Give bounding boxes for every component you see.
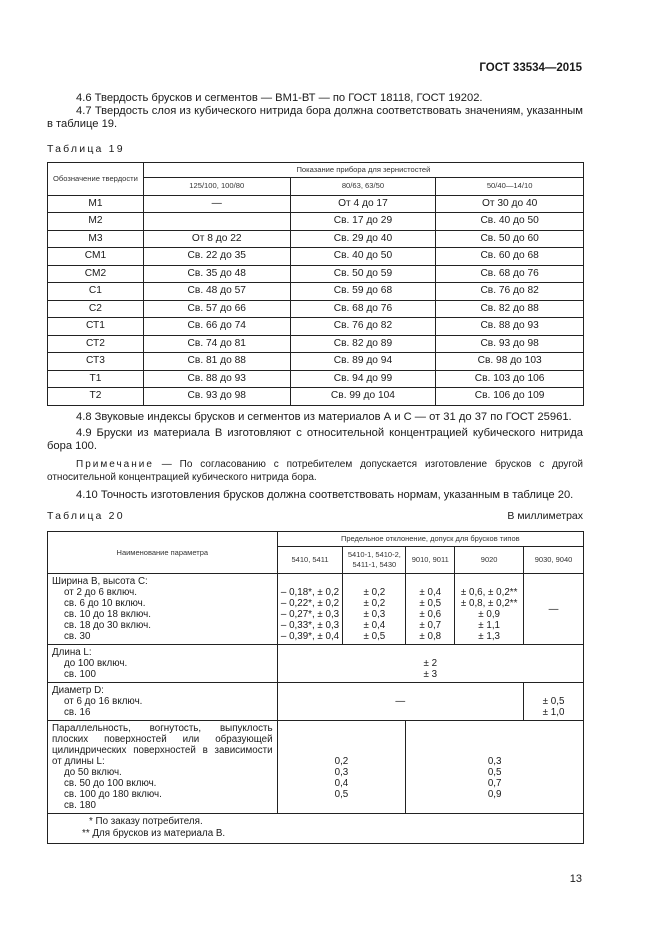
table19-cell: СМ2: [48, 265, 144, 283]
value: 0,3: [487, 756, 502, 767]
table-row: [48, 574, 584, 645]
table20-group-header: Предельное отклонение, допуск для брусков типов: [277, 532, 583, 547]
width-values-5410-1: [343, 574, 406, 645]
value: ± 0,5: [419, 598, 442, 609]
table19-cell: Св. 50 до 60: [436, 230, 584, 248]
param-sublabel: до 50 включ.: [64, 767, 122, 778]
table19-cell: СТ1: [48, 318, 144, 336]
value: ± 0,5: [363, 631, 386, 642]
table20-caption: Таблица 20: [47, 510, 125, 522]
table19-cell: Св. 68 до 76: [436, 265, 584, 283]
width-values-5410: [277, 574, 343, 645]
diameter-dash: —: [277, 683, 524, 721]
table-row: [48, 230, 584, 248]
paragraph-4-7: 4.7 Твердость слоя из кубического нитрида бора должна соответствовать значениям, указанным в таблице 19.: [47, 105, 583, 131]
table19-cell: Св. 106 до 109: [436, 388, 584, 406]
value: 0,5: [487, 767, 502, 778]
param-sublabel: св. 16: [64, 707, 91, 718]
param-sublabel: св. 18 до 30 включ.: [64, 620, 151, 631]
width-values-9030: —: [524, 574, 584, 645]
table-row: [48, 195, 584, 213]
value: ± 0,8: [419, 631, 442, 642]
table19-cell: Св. 81 до 88: [143, 353, 290, 371]
value: ± 0,8, ± 0,2**: [460, 598, 518, 609]
value: 0,2: [334, 756, 349, 767]
value: ± 0,6: [419, 609, 442, 620]
table19-cell: М3: [48, 230, 144, 248]
table19-cell: М1: [48, 195, 144, 213]
table19-cell: Т1: [48, 370, 144, 388]
page-number: 13: [569, 873, 582, 885]
table-row: [48, 213, 584, 231]
table19-cell: Св. 17 до 29: [290, 213, 436, 231]
param-sublabel: св. 30: [64, 631, 91, 642]
value: – 0,33*, ± 0,3: [280, 620, 340, 631]
table19-cell: С2: [48, 300, 144, 318]
paragraph-4-9: 4.9 Бруски из материала В изготовляют с относительной концентрацией кубического нитрида бора 100.: [47, 427, 583, 453]
value: ± 1,3: [478, 631, 500, 642]
note-label: Примечание: [76, 459, 154, 470]
value: – 0,39*, ± 0,4: [280, 631, 340, 642]
value: – 0,18*, ± 0,2: [280, 587, 340, 598]
table-row: [48, 721, 584, 814]
param-label: Длина L:: [52, 647, 92, 658]
table19-cell: Св. 76 до 82: [436, 283, 584, 301]
table19-cell: СТ2: [48, 335, 144, 353]
value: – 0,22*, ± 0,2: [280, 598, 340, 609]
table19-col-header: 50/40—14/10: [436, 178, 584, 196]
paragraph-4-6: 4.6 Твердость брусков и сегментов — ВМ1-ВТ — по ГОСТ 18118, ГОСТ 19202.: [76, 92, 483, 104]
value: 0,9: [487, 789, 502, 800]
value: ± 2: [423, 658, 438, 669]
value: ± 0,7: [419, 620, 442, 631]
param-sublabel: св. 50 до 100 включ.: [64, 778, 157, 789]
table19-cell: Св. 29 до 40: [290, 230, 436, 248]
table-20: [47, 531, 584, 844]
value: ± 0,2: [363, 598, 386, 609]
table20-footnotes: [48, 814, 584, 844]
param-label: Ширина B, высота C:: [52, 576, 148, 587]
param-sublabel: св. 10 до 18 включ.: [64, 609, 151, 620]
footnote: * По заказу потребителя.: [89, 816, 203, 827]
table19-cell: Св. 76 до 82: [290, 318, 436, 336]
table19-caption: Таблица 19: [47, 143, 125, 155]
table-row: [48, 645, 584, 683]
flatness-values-right: [406, 721, 584, 814]
document-header: ГОСТ 33534—2015: [479, 62, 582, 74]
table19-cell: Св. 82 до 88: [436, 300, 584, 318]
param-sublabel: св. 100 до 180 включ.: [64, 789, 162, 800]
table19-cell: Т2: [48, 388, 144, 406]
param-sublabel: св. 100: [64, 669, 96, 680]
table19-cell: —: [143, 195, 290, 213]
table20-col-header: 5410-1, 5410-2, 5411-1, 5430: [343, 547, 406, 574]
table19-cell: Св. 40 до 50: [290, 248, 436, 266]
length-values: [277, 645, 583, 683]
footnote: ** Для брусков из материала В.: [82, 828, 226, 839]
table19-cell: Св. 82 до 89: [290, 335, 436, 353]
param-length: [48, 645, 278, 683]
param-flatness: [48, 721, 278, 814]
value: ± 0,9: [478, 609, 500, 620]
value: ± 0,5: [542, 696, 565, 707]
table19-cell: М2: [48, 213, 144, 231]
table19-group-header: Показание прибора для зернистостей: [143, 163, 583, 178]
table19-cell: [143, 213, 290, 231]
param-sublabel: св. 180: [64, 800, 96, 811]
table-row: [48, 683, 584, 721]
table19-cell: От 8 до 22: [143, 230, 290, 248]
value: ± 0,6, ± 0,2**: [460, 587, 518, 598]
table19-cell: Св. 93 до 98: [436, 335, 584, 353]
table19-cell: Св. 22 до 35: [143, 248, 290, 266]
table19-cell: Св. 40 до 50: [436, 213, 584, 231]
value: 0,7: [487, 778, 502, 789]
value: 0,3: [334, 767, 349, 778]
table20-col-header: 9020: [455, 547, 524, 574]
table19-cell: Св. 74 до 81: [143, 335, 290, 353]
note-text: — По согласованию с потребителем допускается изготовление брусков с другой относительной концентрацией кубического нитрида бора.: [47, 459, 583, 483]
table19-cell: Св. 93 до 98: [143, 388, 290, 406]
table19-cell: Св. 103 до 106: [436, 370, 584, 388]
table19-cell: Св. 60 до 68: [436, 248, 584, 266]
table19-cell: Св. 89 до 94: [290, 353, 436, 371]
table19-cell: Св. 98 до 103: [436, 353, 584, 371]
value: ± 1,0: [542, 707, 565, 718]
table19-cell: Св. 94 до 99: [290, 370, 436, 388]
param-sublabel: до 100 включ.: [64, 658, 128, 669]
table19-cell: Св. 88 до 93: [143, 370, 290, 388]
value: ± 0,2: [363, 587, 386, 598]
table20-col-header: 5410, 5411: [277, 547, 343, 574]
table-row: [48, 353, 584, 371]
diameter-values: [524, 683, 584, 721]
table-row: [48, 283, 584, 301]
table19-cell: Св. 35 до 48: [143, 265, 290, 283]
table19-cell: Св. 50 до 59: [290, 265, 436, 283]
table19-col-header: 80/63, 63/50: [290, 178, 436, 196]
value: ± 0,3: [363, 609, 386, 620]
param-sublabel: от 6 до 16 включ.: [64, 696, 143, 707]
table19-cell: Св. 66 до 74: [143, 318, 290, 336]
table19-cell: СТ3: [48, 353, 144, 371]
table-row: [48, 335, 584, 353]
value: – 0,27*, ± 0,3: [280, 609, 340, 620]
table19-cell: Св. 88 до 93: [436, 318, 584, 336]
value: ± 3: [423, 669, 438, 680]
paragraph-4-8: 4.8 Звуковые индексы брусков и сегментов из материалов А и С — от 31 до 37 по ГОСТ 25961.: [76, 411, 572, 423]
value: ± 0,4: [363, 620, 386, 631]
value: ± 1,1: [478, 620, 500, 631]
param-width: [48, 574, 278, 645]
table-row: [48, 370, 584, 388]
table-row: [48, 388, 584, 406]
table19-cell: Св. 57 до 66: [143, 300, 290, 318]
value: ± 0,4: [419, 587, 442, 598]
table19-cell: Св. 59 до 68: [290, 283, 436, 301]
table19-cell: От 4 до 17: [290, 195, 436, 213]
table-row: [48, 248, 584, 266]
value: 0,4: [334, 778, 349, 789]
table19-cell: Св. 99 до 104: [290, 388, 436, 406]
table19-cell: С1: [48, 283, 144, 301]
width-values-9010: [406, 574, 455, 645]
table19-cell: СМ1: [48, 248, 144, 266]
flatness-values-left: [277, 721, 406, 814]
table-19: [47, 162, 584, 406]
param-label: Параллельность, вогнутость, выпуклость плоских поверхностей или образующей цилиндрических поверхностей в зависимости от длины L:: [52, 723, 273, 767]
table19-col0-header: Обозначение твердости: [48, 163, 144, 196]
table-row: [48, 318, 584, 336]
table-row: [48, 265, 584, 283]
table20-units: В миллиметрах: [507, 510, 583, 522]
table20-col-header: 9030, 9040: [524, 547, 584, 574]
param-sublabel: от 2 до 6 включ.: [64, 587, 137, 598]
table20-col0-header: Наименование параметра: [48, 532, 278, 574]
table19-cell: Св. 48 до 57: [143, 283, 290, 301]
table20-col-header: 9010, 9011: [406, 547, 455, 574]
paragraph-4-10: 4.10 Точность изготовления брусков должна соответствовать нормам, указанным в таблице 20.: [76, 489, 574, 501]
note-paragraph: [47, 458, 583, 484]
table19-col-header: 125/100, 100/80: [143, 178, 290, 196]
param-sublabel: св. 6 до 10 включ.: [64, 598, 146, 609]
table-row: [48, 814, 584, 844]
param-label: Диаметр D:: [52, 685, 104, 696]
value: 0,5: [334, 789, 349, 800]
param-diameter: [48, 683, 278, 721]
table19-cell: От 30 до 40: [436, 195, 584, 213]
table-row: [48, 300, 584, 318]
width-values-9020: [455, 574, 524, 645]
table19-cell: Св. 68 до 76: [290, 300, 436, 318]
